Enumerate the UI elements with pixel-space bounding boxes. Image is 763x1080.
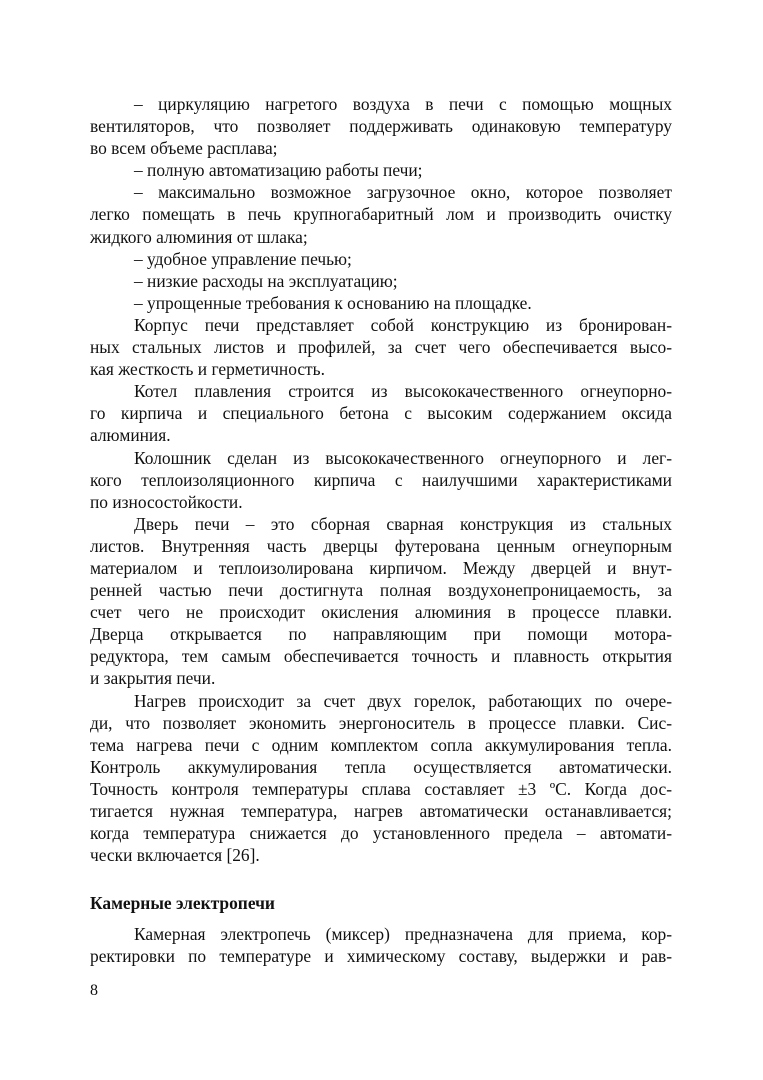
text-line: и закрытия печи. bbox=[90, 668, 216, 689]
text-line: – упрощенные требования к основанию на площадке. bbox=[134, 292, 532, 313]
text-line: – полную автоматизацию работы печи; bbox=[134, 160, 423, 181]
text-line: легко помещать в печь крупногабаритный лом и производить очистку bbox=[90, 204, 672, 225]
text-line: листов. Внутренняя часть дверцы футерована ценным огнеупорным bbox=[90, 535, 672, 556]
text-line: Дверца открывается по направляющим при помощи моторa- bbox=[90, 624, 672, 645]
text-line: Колошник сделан из высококачественного огнеупорного и лег- bbox=[134, 447, 672, 468]
text-line: счет чего не происходит окисления алюминия в процессе плавки. bbox=[90, 602, 672, 623]
text-line: по износостойкости. bbox=[90, 491, 243, 512]
text-line: во всем объеме расплава; bbox=[90, 138, 278, 159]
section-heading: Камерные электропечи bbox=[90, 893, 275, 914]
text-line: Точность контроля температуры сплава составляет ±3 ºС. Когда дос- bbox=[90, 778, 672, 799]
text-line: Корпус печи представляет собой конструкцию из бронирован- bbox=[134, 314, 672, 335]
text-line: – максимально возможное загрузочное окно, которое позволяет bbox=[134, 182, 672, 203]
text-line: Контроль аккумулирования тепла осуществляется автоматически. bbox=[90, 756, 672, 777]
text-line: ректировки по температуре и химическому составу, выдержки и рав- bbox=[90, 946, 672, 967]
text-line: редуктора, тем самым обеспечивается точность и плавность открытия bbox=[90, 646, 672, 667]
text-line: Дверь печи – это сборная сварная конструкция из стальных bbox=[134, 513, 672, 534]
text-line: тема нагрева печи с одним комплектом сопла аккумулирования тепла. bbox=[90, 734, 672, 755]
text-line: Нагрев происходит за счет двух горелок, работающих по очере- bbox=[134, 690, 672, 711]
text-line: ди, что позволяет экономить энергоноситель в процессе плавки. Сис- bbox=[90, 712, 672, 733]
text-line: материалом и теплоизолирована кирпичом. Между дверцей и внут- bbox=[90, 557, 672, 578]
text-line: алюминия. bbox=[90, 425, 171, 446]
text-line: ных стальных листов и профилей, за счет чего обеспечивается высо- bbox=[90, 337, 672, 358]
text-line: когда температура снижается до установленного предела – автомати- bbox=[90, 823, 672, 844]
text-line: кая жесткость и герметичность. bbox=[90, 359, 325, 380]
text-line: вентиляторов, что позволяет поддерживать одинаковую температуру bbox=[90, 116, 672, 137]
text-line: ренней частью печи достигнута полная воздухонепроницаемость, за bbox=[90, 580, 672, 601]
text-line: жидкого алюминия от шлака; bbox=[90, 226, 308, 247]
text-line: тигается нужная температура, нагрев автоматически останавливается; bbox=[90, 801, 672, 821]
page-content bbox=[90, 93, 672, 967]
page-number: 8 bbox=[90, 982, 98, 999]
body-text-block bbox=[90, 923, 672, 967]
text-line: го кирпича и специального бетона с высоким содержанием оксида bbox=[90, 403, 672, 424]
text-line: – циркуляцию нагретого воздуха в печи с помощью мощных bbox=[134, 94, 672, 114]
text-line: – низкие расходы на эксплуатацию; bbox=[134, 270, 398, 291]
text-line: Котел плавления строится из высококачественного огнеупорно- bbox=[134, 381, 672, 402]
text-line: – удобное управление печью; bbox=[134, 248, 352, 269]
text-line: чески включается [26]. bbox=[90, 845, 260, 866]
text-line: кого теплоизоляционного кирпича с наилучшими характеристиками bbox=[90, 469, 672, 490]
body-text-block bbox=[90, 93, 672, 866]
text-line: Камерная электропечь (миксер) предназначена для приема, кор- bbox=[134, 924, 672, 945]
